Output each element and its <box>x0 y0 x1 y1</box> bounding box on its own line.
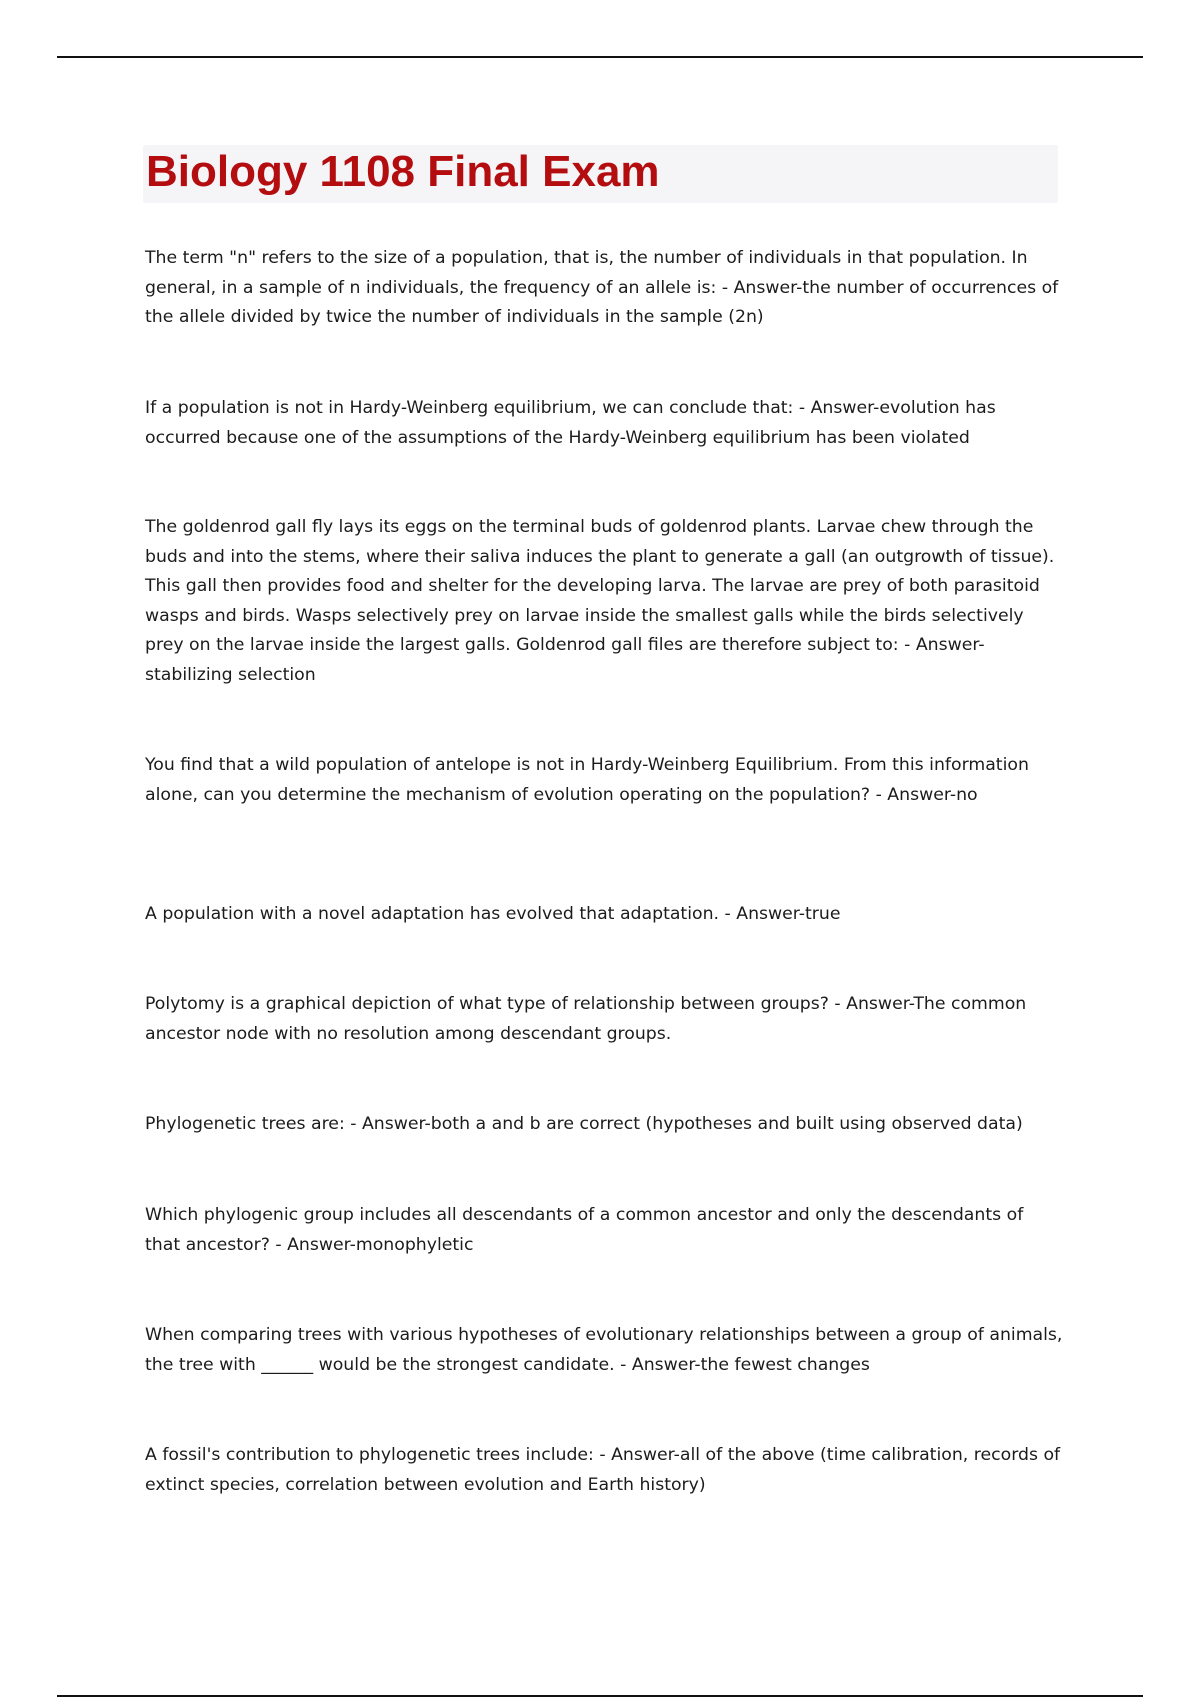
bottom-rule <box>57 1695 1143 1697</box>
question-answer-item: Phylogenetic trees are: - Answer-both a and b are correct (hypotheses and built using observed data) <box>145 1114 1023 1134</box>
question-answer-item: If a population is not in Hardy-Weinberg equilibrium, we can conclude that: - Answer-evolution has occurred because one of the assumptions of the Hardy-Weinberg equilibrium has been violated <box>145 398 996 448</box>
question-answer-item: A population with a novel adaptation has evolved that adaptation. - Answer-true <box>145 904 841 924</box>
question-answer-item: The goldenrod gall fly lays its eggs on the terminal buds of goldenrod plants. Larvae chew through the buds and into the stems, where their saliva induces the plant to generate a gall (an outgrowth of tissue). This gall then provides food and shelter for the developing larva. The larvae are prey of both parasitoid wasps and birds. Wasps selectively prey on larvae inside the smallest galls while the birds selectively prey on the larvae inside the largest galls. Goldenrod gall files are therefore subject to: - Answer-stabilizing selection <box>145 517 1055 685</box>
top-rule <box>57 56 1143 58</box>
page-title: Biology 1108 Final Exam <box>146 147 660 196</box>
question-answer-item: When comparing trees with various hypotheses of evolutionary relationships between a group of animals, the tree with ______ would be the strongest candidate. - Answer-the fewest changes <box>145 1325 1063 1375</box>
question-answer-item: Which phylogenic group includes all descendants of a common ancestor and only the descendants of that ancestor? - Answer-monophyletic <box>145 1205 1024 1255</box>
question-answer-item: Polytomy is a graphical depiction of what type of relationship between groups? - Answer-The common ancestor node with no resolution among descendant groups. <box>145 994 1027 1044</box>
question-answer-item: You find that a wild population of antelope is not in Hardy-Weinberg Equilibrium. From this information alone, can you determine the mechanism of evolution operating on the population? - Answer-no <box>145 755 1029 805</box>
question-answer-item: The term "n" refers to the size of a population, that is, the number of individuals in that population. In general, in a sample of n individuals, the frequency of an allele is: - Answer-the number of occurrences of the allele divided by twice the number of individuals in the sample (2n) <box>145 248 1059 327</box>
question-answer-item: A fossil's contribution to phylogenetic trees include: - Answer-all of the above (time calibration, records of extinct species, correlation between evolution and Earth history) <box>145 1445 1061 1495</box>
